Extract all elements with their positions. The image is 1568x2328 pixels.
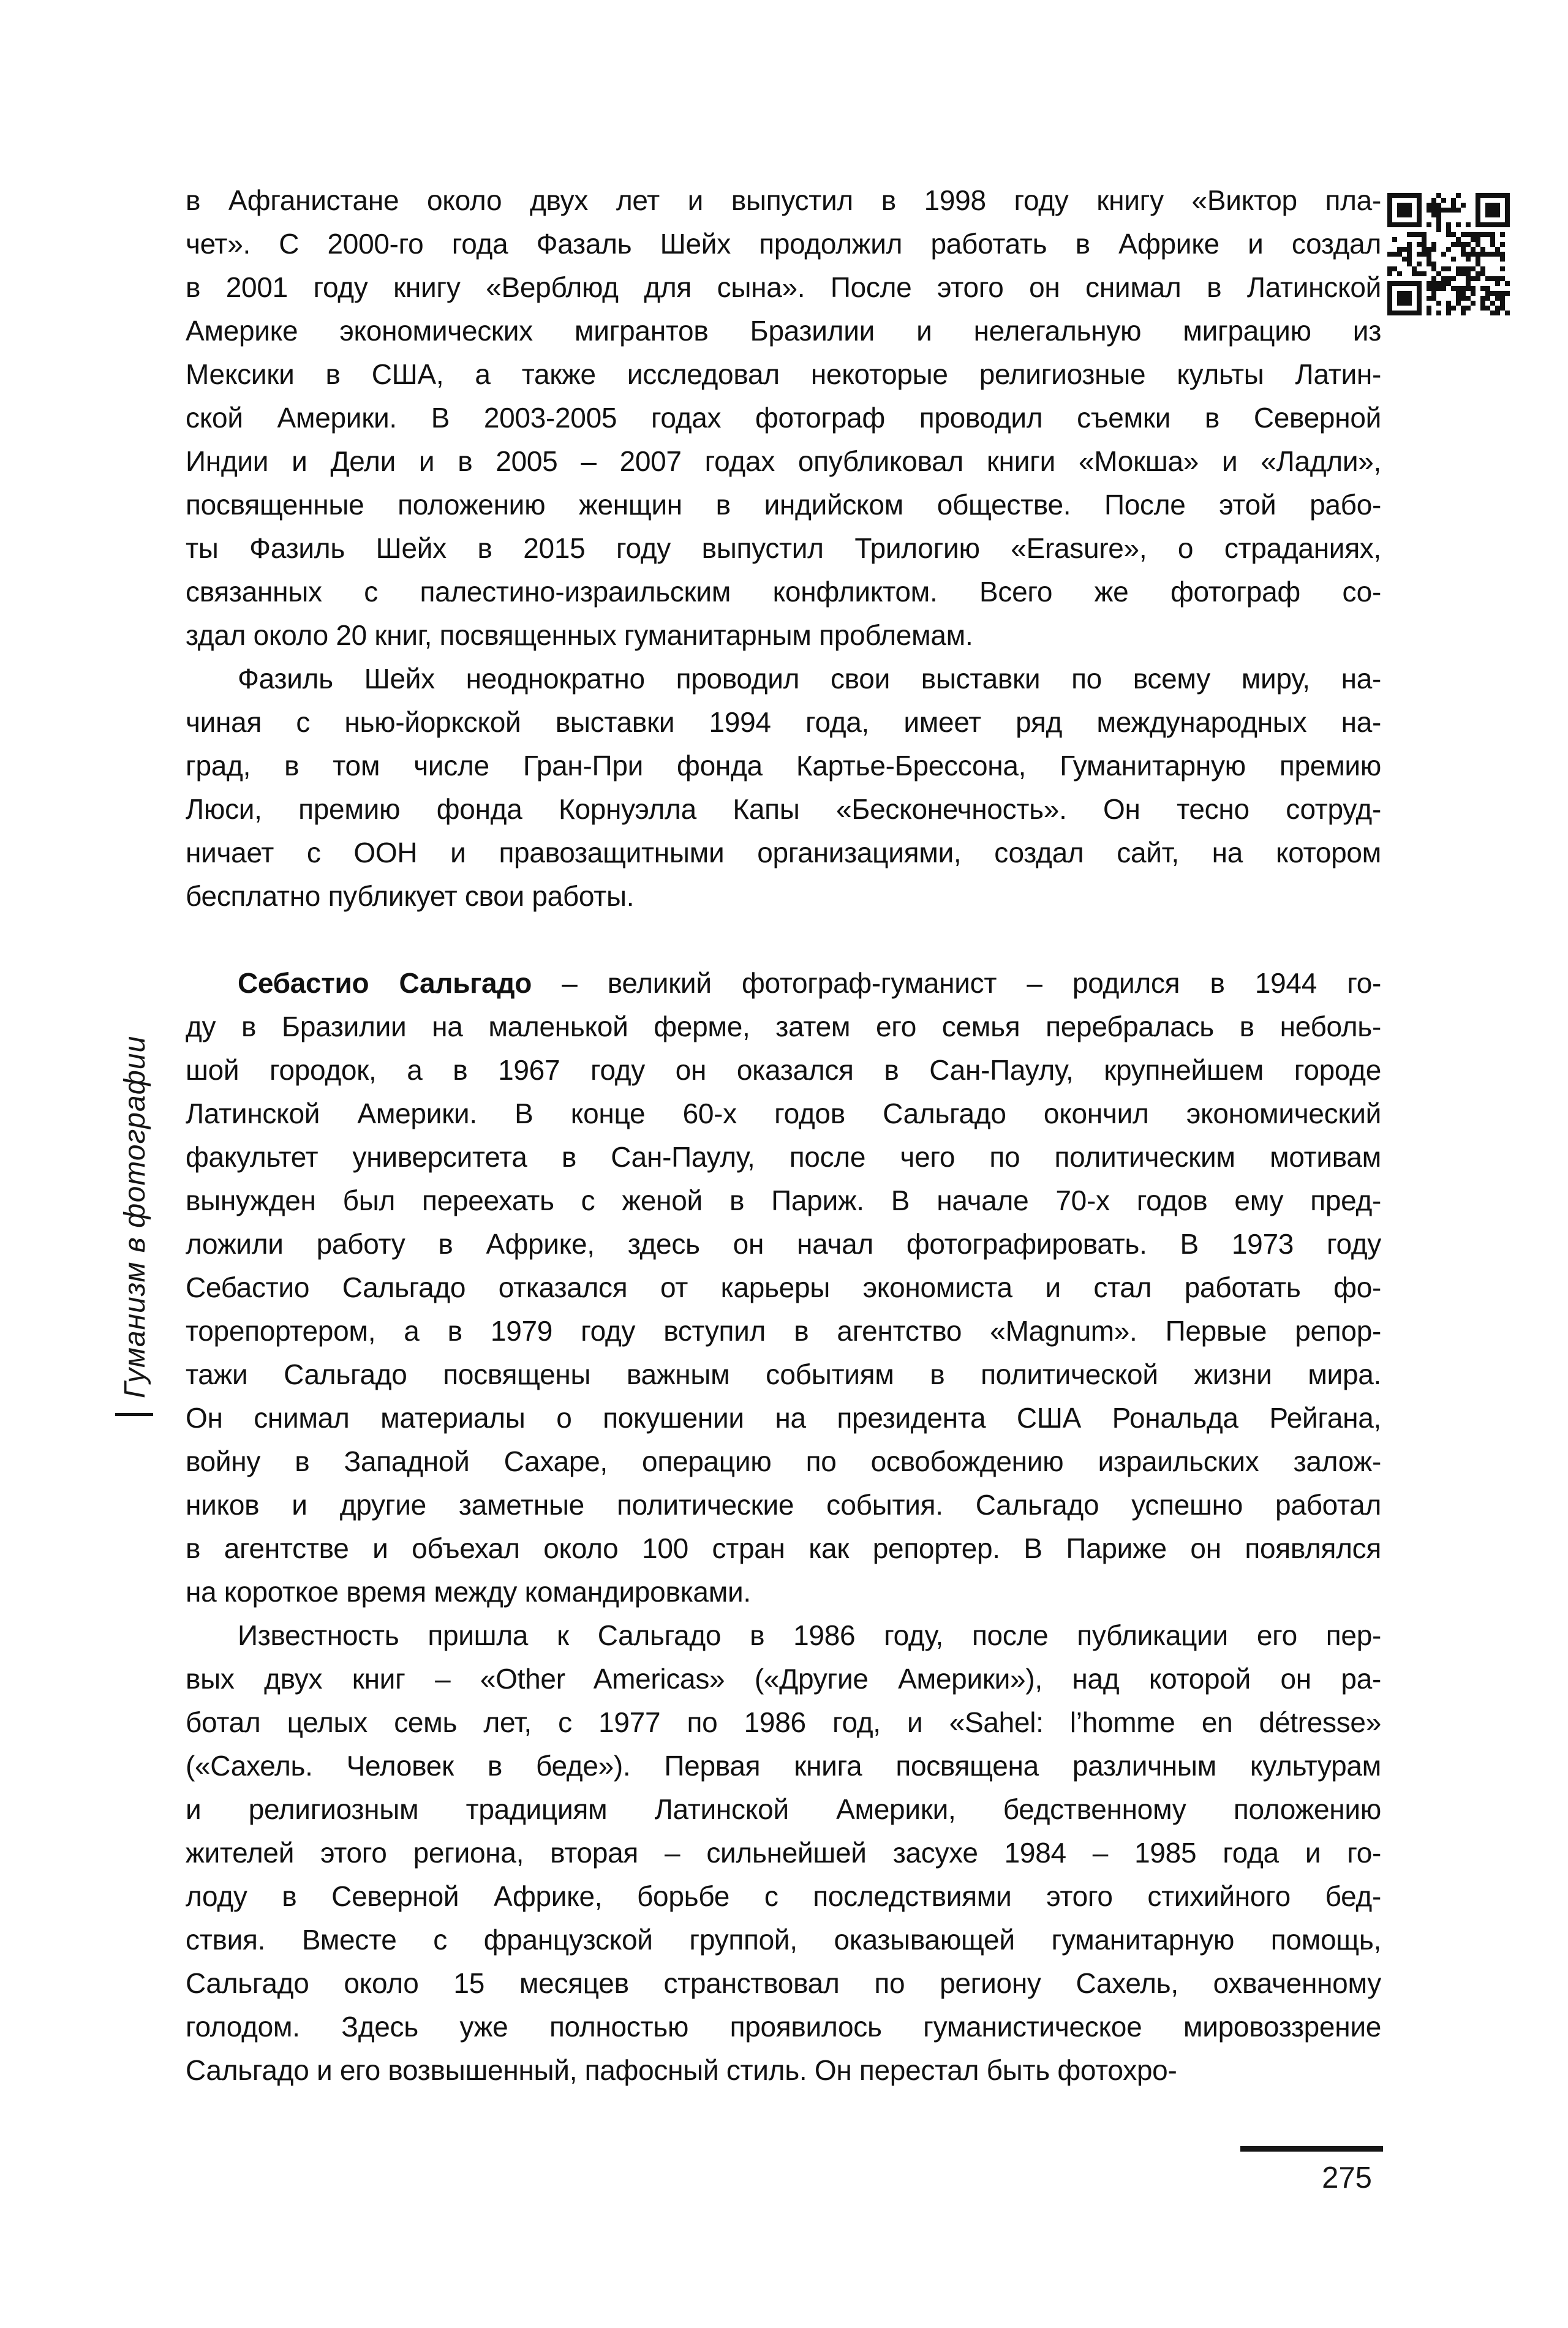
text-line: Он снимал материалы о покушении на президента США Рональда Рейгана, <box>186 1402 1381 1434</box>
text-line: лоду в Северной Африке, борьбе с последствиями этого стихийного бед- <box>186 1880 1381 1912</box>
text-line: в агентстве и объехал около 100 стран как репортер. В Париже он появлялся <box>186 1532 1381 1564</box>
text-line: торепортером, а в 1979 году вступил в агентство «Magnum». Первые репор- <box>186 1315 1381 1347</box>
text-line: ничает с ООН и правозащитными организациями, создал сайт, на котором <box>186 837 1381 868</box>
text-line: в Афганистане около двух лет и выпустил в 1998 году книгу «Виктор пла- <box>186 184 1381 216</box>
text-line: вых двух книг – «Other Americas» («Другие Америки»), над которой он ра- <box>186 1663 1381 1695</box>
text-line: Известность пришла к Сальгадо в 1986 году, после публикации его пер- <box>238 1619 1381 1651</box>
text-line: Мексики в США, а также исследовал некоторые религиозные культы Латин- <box>186 358 1381 390</box>
text-line: на короткое время между командировками. <box>186 1576 751 1608</box>
text-line: шой городок, а в 1967 году он оказался в Сан-Паулу, крупнейшем городе <box>186 1054 1381 1086</box>
text-line: факультет университета в Сан-Паулу, после чего по политическим мотивам <box>186 1141 1381 1173</box>
chapter-sidebar-label <box>115 1036 153 1416</box>
text-line: ты Фазиль Шейх в 2015 году выпустил Трилогию «Erasure», о страданиях, <box>186 532 1381 564</box>
text-line-rest: – великий фотограф-гуманист – родился в 1944 го- <box>532 967 1381 999</box>
qr-code <box>1387 193 1510 315</box>
paragraph <box>186 1614 1381 2092</box>
paragraph <box>186 179 1381 657</box>
text-line: Себастио Сальгадо отказался от карьеры экономиста и стал работать фо- <box>186 1271 1381 1303</box>
sidebar-rule <box>115 1413 153 1416</box>
text-line: чет». С 2000-го года Фазаль Шейх продолжил работать в Африке и создал <box>186 228 1381 260</box>
text-line: Сальгадо и его возвышенный, пафосный стиль. Он перестал быть фотохро- <box>186 2054 1177 2086</box>
text-line: град, в том числе Гран-При фонда Картье-Брессона, Гуманитарную премию <box>186 750 1381 782</box>
text-line: Сальгадо около 15 месяцев странствовал по региону Сахель, охваченному <box>186 1967 1381 1999</box>
text-line: ствия. Вместе с французской группой, оказывающей гуманитарную помощь, <box>186 1924 1381 1956</box>
page-number: 275 <box>1322 2161 1372 2194</box>
text-line: чиная с нью-йоркской выставки 1994 года, имеет ряд международных на- <box>186 706 1381 738</box>
text-line: ду в Бразилии на маленькой ферме, затем его семья перебралась в неболь- <box>186 1011 1381 1042</box>
bold-lead: Себастио Сальгадо <box>238 967 532 999</box>
paragraph <box>186 657 1381 918</box>
text-line: ложили работу в Африке, здесь он начал фотографировать. В 1973 году <box>186 1228 1381 1260</box>
text-line: посвященные положению женщин в индийском обществе. После этой рабо- <box>186 489 1381 521</box>
text-line: бесплатно публикует свои работы. <box>186 880 635 912</box>
text-line: вынужден был переехать с женой в Париж. В начале 70-х годов ему пред- <box>186 1185 1381 1216</box>
text-line: Латинской Америки. В конце 60-х годов Сальгадо окончил экономический <box>186 1098 1381 1129</box>
text-line <box>186 962 1381 1005</box>
text-line: тажи Сальгадо посвящены важным событиям в политической жизни мира. <box>186 1358 1381 1390</box>
paragraph <box>186 962 1381 1614</box>
text-line: в 2001 году книгу «Верблюд для сына». После этого он снимал в Латинской <box>186 271 1381 303</box>
text-line: войну в Западной Сахаре, операцию по освобождению израильских залож- <box>186 1445 1381 1477</box>
text-line: ской Америки. В 2003-2005 годах фотограф проводил съемки в Северной <box>186 402 1381 434</box>
text-line: связанных с палестино-израильским конфликтом. Всего же фотограф со- <box>186 576 1381 608</box>
text-line: Америке экономических мигрантов Бразилии и нелегальную миграцию из <box>186 315 1381 347</box>
sidebar-label-text: Гуманизм в фотографии <box>119 1035 151 1398</box>
text-line: Фазиль Шейх неоднократно проводил свои выставки по всему миру, на- <box>238 663 1381 695</box>
footer-rule <box>1240 2146 1383 2152</box>
text-line: ботал целых семь лет, с 1977 по 1986 год, и «Sahel: l’homme en détresse» <box>186 1706 1381 1738</box>
text-line: Индии и Дели и в 2005 – 2007 годах опубликовал книги «Мокша» и «Ладли», <box>186 445 1381 477</box>
text-line: («Сахель. Человек в беде»). Первая книга посвящена различным культурам <box>186 1750 1381 1782</box>
text-line: ников и другие заметные политические события. Сальгадо успешно работал <box>186 1489 1381 1521</box>
text-line: Люси, премию фонда Корнуэлла Капы «Бесконечность». Он тесно сотруд- <box>186 793 1381 825</box>
text-line: и религиозным традициям Латинской Америки, бедственному положению <box>186 1793 1381 1825</box>
body-text <box>186 179 1381 2092</box>
text-line: жителей этого региона, вторая – сильнейшей засухе 1984 – 1985 года и го- <box>186 1837 1381 1869</box>
text-line: голодом. Здесь уже полностью проявилось гуманистическое мировоззрение <box>186 2011 1381 2043</box>
text-line: здал около 20 книг, посвященных гуманитарным проблемам. <box>186 619 973 651</box>
